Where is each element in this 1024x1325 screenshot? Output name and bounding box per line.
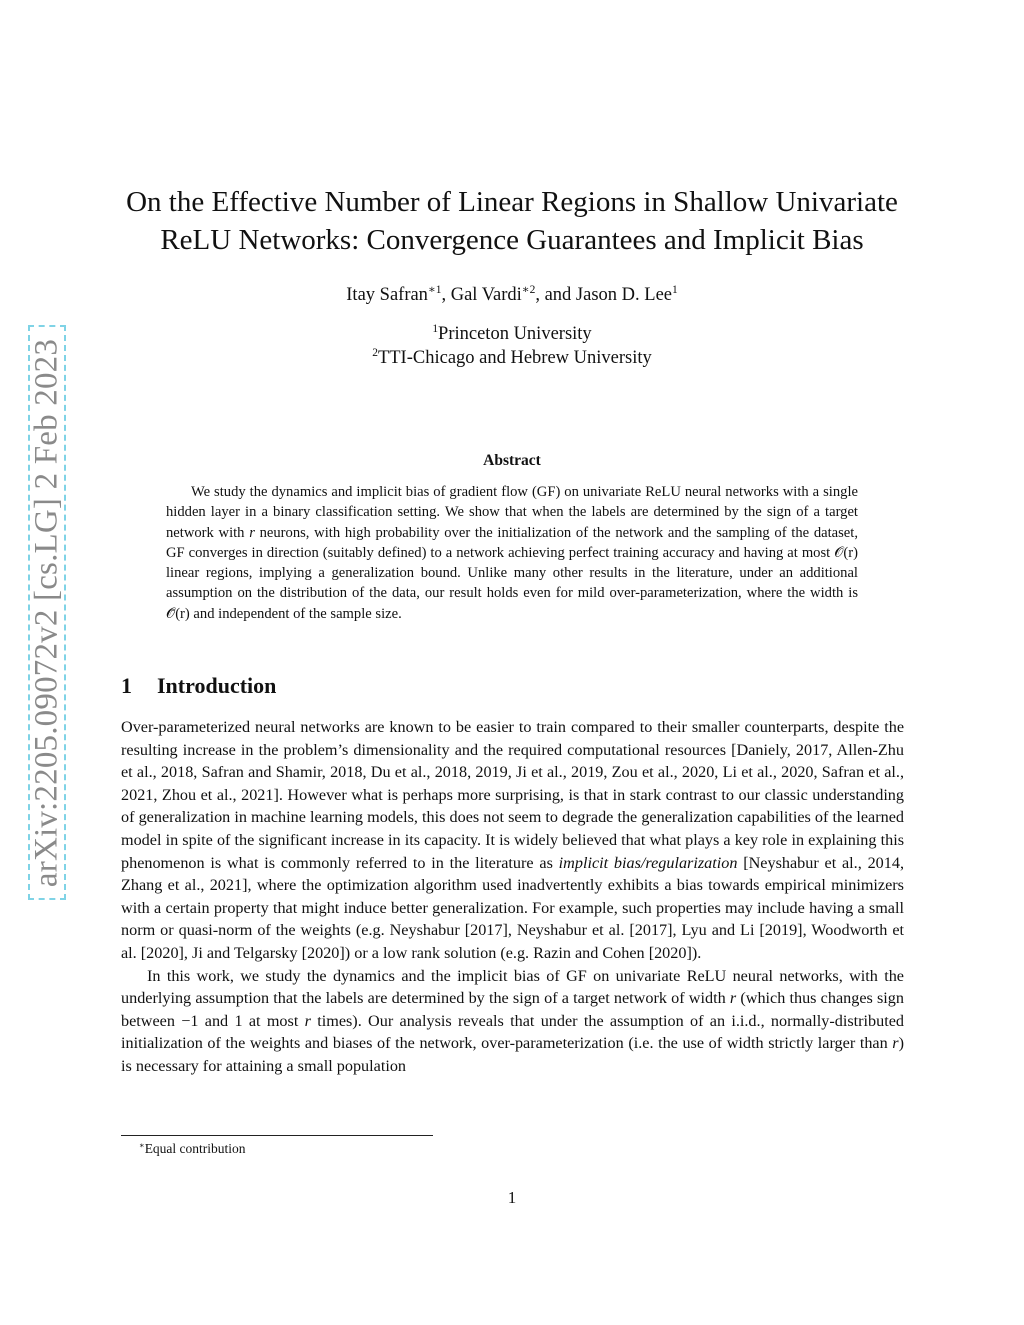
page-number: 1: [507, 1188, 517, 1207]
affiliation-list: [100, 322, 924, 370]
author-marker: 1: [672, 284, 678, 297]
paragraph-text: ) is necessary for attaining a small population: [121, 1034, 904, 1075]
footnote-divider: [121, 1135, 433, 1136]
author-list: [100, 283, 924, 307]
section-number: 1: [121, 673, 132, 698]
abstract-heading: Abstract: [483, 452, 541, 469]
author-name: Gal Vardi: [450, 285, 522, 305]
paragraph-text: and: [198, 1011, 235, 1030]
paragraph-text: [Neyshabur et al., 2014, Zhang et al., 2021], where the optimization algorithm used inadvertently exhibits a bias towards empirical minimizers with a certain property that might induce better generalization. For example, such properties may include having a small norm or quasi-norm of the weights (e.g. Neyshabur [2017], Neyshabur et al. [2017], Lyu and Li [2019], Woodworth et al. [2020], Ji and Telgarsky [2020]) or a low rank solution (e.g. Razin and Cohen [2020]).: [121, 853, 904, 962]
math-expression: 𝒪(r): [834, 544, 858, 561]
author-name: Itay Safran: [346, 285, 428, 305]
emphasis-text: implicit bias/regularization: [558, 853, 738, 872]
footnote: [139, 1141, 246, 1157]
abstract-body: [166, 482, 858, 624]
abstract-text: We study the dynamics and implicit bias of gradient flow (GF) on univariate ReLU neural networks with a single hidden layer in a binary classification setting. We show that when the labels are determined by the sign of a target network with: [166, 484, 858, 541]
paragraph: [121, 965, 904, 1078]
math-variable: r: [892, 1034, 899, 1053]
paragraph: [121, 716, 904, 965]
math-variable: r: [729, 989, 737, 1008]
title-line-1: On the Effective Number of Linear Regions in Shallow Univariate: [126, 186, 898, 218]
abstract-text: and independent of the sample size.: [189, 605, 402, 622]
title-line-2: ReLU Networks: Convergence Guarantees and Implicit Bias: [160, 224, 864, 256]
abstract-text: linear regions, implying a generalization bound. Unlike many other results in the literature, under an additional assumption on the distribution of the data, our result holds even for mild over-parameterization, where the width is: [166, 565, 858, 602]
introduction-body: [121, 716, 904, 1078]
footnote-text: Equal contribution: [144, 1141, 246, 1156]
paragraph-text: times). Our analysis reveals that under the assumption of an i.i.d., normally-distributed initialization of the weights and biases of the network, over-parameterization (i.e. the use of width strictly larger than: [121, 1011, 904, 1053]
affiliation-marker: 1: [432, 323, 439, 336]
math-expression: 𝒪̃(r): [166, 605, 190, 622]
section-heading: [121, 673, 276, 699]
paper-title: [100, 183, 924, 259]
affiliation: [100, 322, 924, 346]
abstract-text: neurons, with high probability over the initialization of the network and the sampling of the dataset, GF converges in direction (suitably defined) to a network achieving perfect training accuracy and having at most: [166, 524, 858, 561]
affiliation-marker: 2: [372, 347, 378, 360]
footnote-marker: ∗: [139, 1140, 145, 1150]
arxiv-id[interactable]: arXiv:2205.09072v2 [cs.LG] 2 Feb 2023: [28, 338, 65, 887]
paragraph-text: In this work, we study the dynamics and the implicit bias of GF on univariate ReLU neural networks, with the underlying assumption that the labels are determined by the sign of a target network of width: [121, 966, 904, 1008]
author-marker: ∗1: [427, 284, 442, 297]
paragraph-text: Over-parameterized neural networks are known to be easier to train compared to their smaller counterparts, despite the resulting increase in the problem’s dimensionality and the required computational resources [Daniely, 2017, Allen-Zhu et al., 2018, Safran and Shamir, 2018, Du et al., 2018, 2019, Ji et al., 2019, Zou et al., 2020, Li et al., 2020, Safran et al., 2021, Zhou et al., 2021]. However what is perhaps more surprising, is that in stark contrast to our classic understanding of generalization in machine learning models, this does not seem to degrade the generalization capabilities of the learned model in spite of the significant increase in its capacity. It is widely believed that what plays a key role in explaining this phenomenon is what is commonly referred to in the literature as: [121, 718, 904, 872]
paragraph-text: at most: [242, 1011, 305, 1030]
author-separator: , and: [535, 285, 576, 305]
author-separator: ,: [441, 285, 451, 305]
section-title: Introduction: [157, 673, 277, 698]
math-variable: r: [249, 524, 255, 541]
author-marker: ∗2: [521, 284, 536, 297]
author-name: Jason D. Lee: [575, 285, 672, 305]
math-variable: r: [304, 1011, 311, 1030]
affiliation-name: Princeton University: [438, 324, 592, 344]
paragraph-text: (which thus changes sign between: [121, 989, 904, 1030]
arxiv-stamp[interactable]: [28, 325, 66, 900]
affiliation: [100, 346, 924, 370]
math-expression: −1: [181, 1011, 199, 1030]
math-expression: 1: [234, 1011, 243, 1030]
affiliation-name: TTI-Chicago and Hebrew University: [377, 348, 652, 368]
